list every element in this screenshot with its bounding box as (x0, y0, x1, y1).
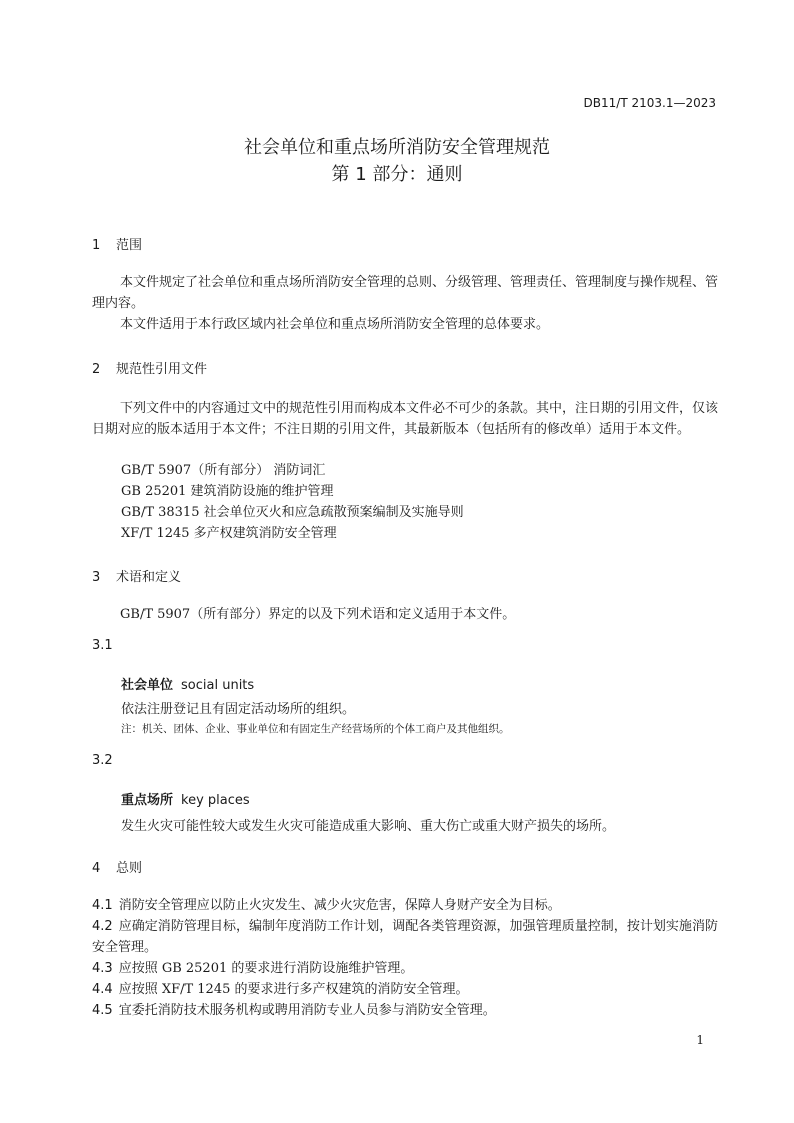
reference-item: GB/T 38315 社会单位灭火和应急疏散预案编制及实施导则 (121, 505, 464, 520)
section-1-paragraph-2: 本文件适用于本行政区域内社会单位和重点场所消防安全管理的总体要求。 (120, 317, 550, 332)
term-chinese: 重点场所 (121, 793, 174, 808)
term-english: key places (181, 793, 250, 808)
section-3-paragraph-1: GB/T 5907（所有部分）界定的以及下列术语和定义适用于本文件。 (120, 607, 516, 622)
clause-number: 4.1 (92, 898, 113, 913)
clause-number: 4.2 (92, 919, 113, 934)
standard-code: DB11/T 2103.1—2023 (583, 96, 716, 110)
clause-text: 消防安全管理应以防止火灾发生、减少火灾危害，保障人身财产安全为目标。 (118, 898, 561, 913)
term-3-1-number: 3.1 (92, 638, 113, 653)
clause-number: 4.4 (92, 982, 113, 997)
clause-4-5 (92, 1000, 718, 1021)
term-3-2-title (121, 789, 250, 808)
document-title: 社会单位和重点场所消防安全管理规范 (244, 137, 550, 158)
term-english: social units (181, 678, 255, 693)
clause-text: 应确定消防管理目标，编制年度消防工作计划，调配各类管理资源，加强管理质量控制，按计划实施消防安全管理。 (92, 919, 718, 955)
clause-number: 4.3 (92, 961, 113, 976)
reference-item: GB/T 5907（所有部分） 消防词汇 (121, 463, 326, 478)
section-number: 1 (92, 238, 101, 253)
section-title: 总则 (116, 861, 143, 876)
section-2-heading (92, 358, 207, 377)
term-3-1-title (121, 674, 254, 693)
term-chinese: 社会单位 (121, 678, 174, 693)
section-number: 3 (92, 570, 101, 585)
section-title: 规范性引用文件 (116, 362, 208, 377)
section-3-heading (92, 566, 181, 585)
clause-4-2 (92, 916, 718, 958)
section-2-paragraph-1: 下列文件中的内容通过文中的规范性引用而构成本文件必不可少的条款。其中，注日期的引用文件，仅该日期对应的版本适用于本文件；不注日期的引用文件，其最新版本（包括所有的修改单）适用于本文件。 (92, 401, 719, 437)
clause-text: 宜委托消防技术服务机构或聘用消防专业人员参与消防安全管理。 (118, 1003, 496, 1018)
term-3-1-note: 注：机关、团体、企业、事业单位和有固定生产经营场所的个体工商户及其他组织。 (121, 723, 510, 735)
term-3-1-definition: 依法注册登记且有固定活动场所的组织。 (121, 702, 356, 717)
clause-4-3 (92, 958, 718, 979)
clause-4-1 (92, 895, 718, 916)
reference-item: XF/T 1245 多产权建筑消防安全管理 (121, 526, 337, 541)
clause-text: 应按照 GB 25201 的要求进行消防设施维护管理。 (118, 961, 414, 976)
clause-4-4 (92, 979, 718, 1000)
clause-number: 4.5 (92, 1003, 113, 1018)
section-4-heading (92, 857, 142, 876)
section-number: 4 (92, 861, 101, 876)
page-number: 1 (696, 1033, 704, 1047)
term-3-2-definition: 发生火灾可能性较大或发生火灾可能造成重大影响、重大伤亡或重大财产损失的场所。 (121, 819, 616, 834)
term-3-2-number: 3.2 (92, 753, 113, 768)
section-1-heading (92, 234, 142, 253)
section-number: 2 (92, 362, 101, 377)
clause-text: 应按照 XF/T 1245 的要求进行多产权建筑的消防安全管理。 (118, 982, 469, 997)
section-title: 范围 (116, 238, 143, 253)
section-title: 术语和定义 (116, 570, 182, 585)
reference-item: GB 25201 建筑消防设施的维护管理 (121, 484, 334, 499)
section-1-paragraph-1: 本文件规定了社会单位和重点场所消防安全管理的总则、分级管理、管理责任、管理制度与操作规程、管理内容。 (92, 275, 719, 311)
document-subtitle: 第 1 部分：通则 (331, 164, 463, 185)
